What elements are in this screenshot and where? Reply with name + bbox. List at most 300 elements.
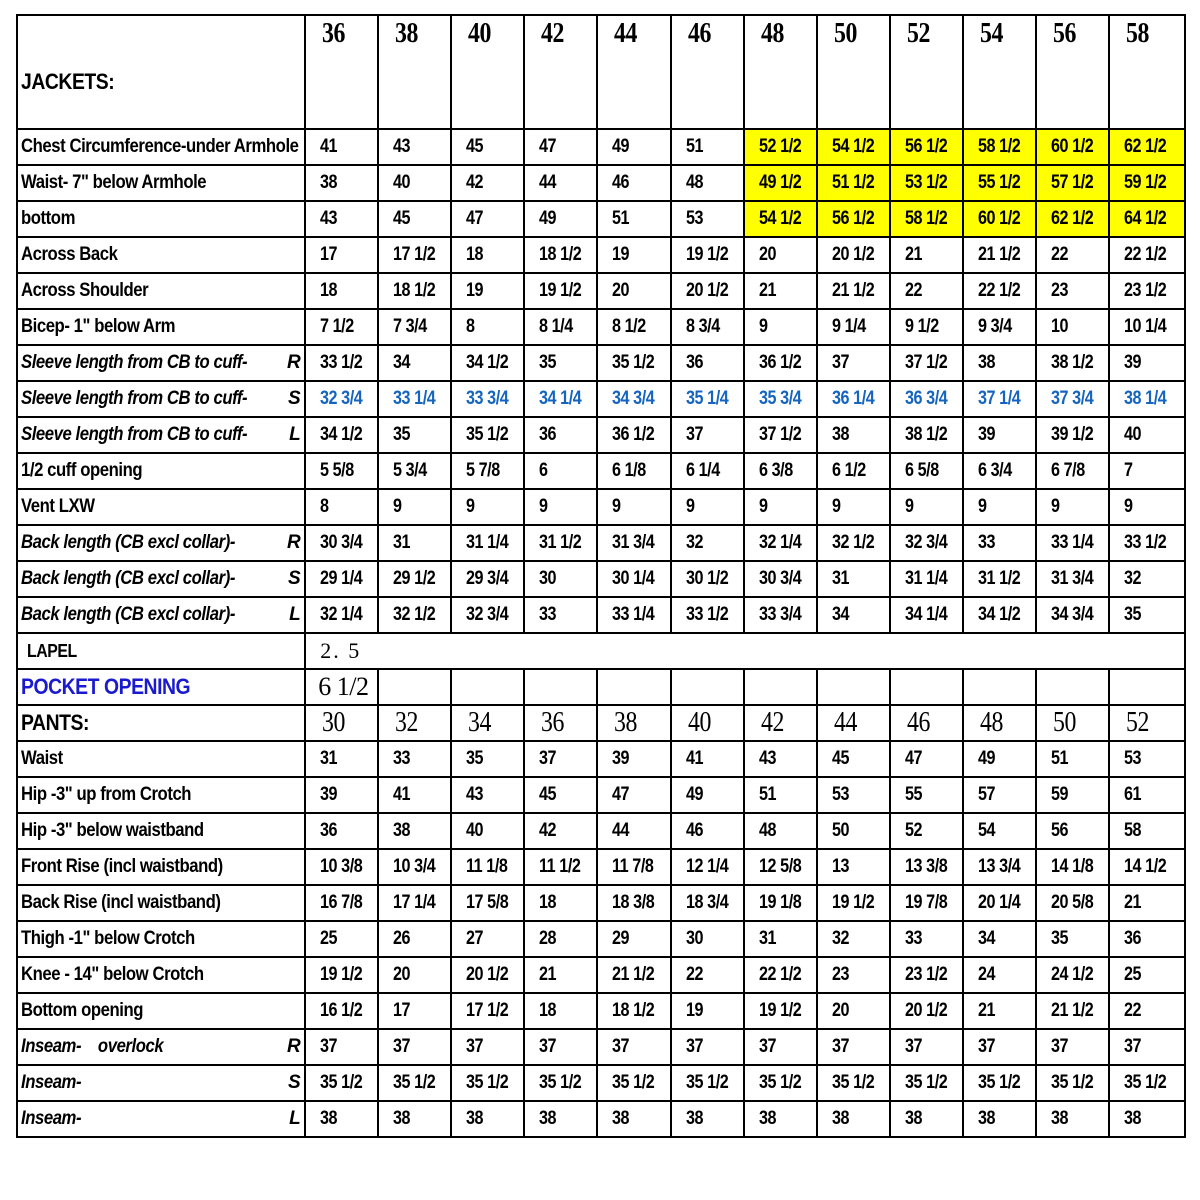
jacket-measure-row <box>17 453 1185 489</box>
pants-measure-value <box>744 849 817 885</box>
pants-measure-value <box>451 741 524 777</box>
pants-measure-label-cell <box>17 741 305 777</box>
pants-measure-value <box>597 993 670 1029</box>
measure-value-text: 19 <box>612 244 630 265</box>
measure-value-text: 8 3/4 <box>685 316 720 337</box>
pants-measure-label: Knee - 14" below Crotch <box>21 964 204 985</box>
measure-value-text: 26 <box>393 928 411 949</box>
pants-measure-value <box>1036 993 1109 1029</box>
measure-value-text: 35 1/2 <box>831 1072 875 1093</box>
pants-measure-value <box>890 921 963 957</box>
jacket-measure-label-cell <box>17 345 305 381</box>
pants-measure-value <box>524 813 597 849</box>
pants-measure-value <box>305 957 378 993</box>
pants-measure-value <box>744 813 817 849</box>
jacket-measure-value <box>305 489 378 525</box>
pants-measure-value <box>305 1065 378 1101</box>
measure-value-text: 43 <box>758 748 776 769</box>
lapel-empty-cell <box>744 633 817 669</box>
measure-value-text: 9 <box>977 496 987 517</box>
measure-value-text: 6 1/8 <box>612 460 647 481</box>
pants-measure-value <box>817 921 890 957</box>
jacket-measure-value <box>524 489 597 525</box>
pants-measure-value <box>378 885 451 921</box>
fit-suffix: R <box>287 532 301 553</box>
pants-size-header <box>890 705 963 741</box>
pants-measure-value <box>597 813 670 849</box>
jacket-measure-value <box>671 489 744 525</box>
measure-value-text: 16 7/8 <box>320 892 363 913</box>
jacket-measure-value <box>451 273 524 309</box>
pants-size-label: 30 <box>322 707 346 738</box>
measure-value-text: 62 1/2 <box>1050 208 1094 229</box>
pants-size-header <box>744 705 817 741</box>
pocket-empty-cell <box>451 669 524 705</box>
pants-measure-value <box>597 1101 670 1137</box>
measure-value-text: 36 1/2 <box>612 424 655 445</box>
pants-measure-value <box>744 1101 817 1137</box>
jacket-measure-label-cell <box>17 129 305 165</box>
measure-value-text: 5 3/4 <box>393 460 428 481</box>
pants-measure-value <box>597 777 670 813</box>
measure-value-text: 33 1/4 <box>612 604 655 625</box>
pants-measure-value <box>524 1101 597 1137</box>
jacket-measure-value <box>305 129 378 165</box>
measure-value-text: 18 3/4 <box>685 892 728 913</box>
measure-value-text: 34 3/4 <box>1050 604 1094 625</box>
jacket-measure-value <box>963 417 1036 453</box>
pants-measure-label: Bottom opening <box>21 1000 144 1021</box>
measure-value-text: 22 <box>685 964 703 985</box>
measure-value-text: 32 3/4 <box>466 604 509 625</box>
pants-measure-value <box>671 1029 744 1065</box>
measure-value-text: 28 <box>539 928 557 949</box>
pants-measure-label-cell <box>17 813 305 849</box>
measure-value-text: 37 <box>539 748 557 769</box>
measure-value-text: 36 <box>539 424 557 445</box>
jacket-measure-label: Bicep- 1" below Arm <box>21 316 176 337</box>
jacket-measure-label: Back length (CB excl collar)- <box>21 604 235 625</box>
jacket-measure-label-cell <box>17 165 305 201</box>
measure-value-text: 17 <box>393 1000 411 1021</box>
measure-value-text: 32 <box>1123 568 1142 589</box>
size-chart-table <box>16 14 1186 1138</box>
pants-measure-value <box>378 993 451 1029</box>
fit-suffix: R <box>287 352 301 373</box>
pants-measure-value <box>890 885 963 921</box>
pants-measure-label: Hip -3" below waistband <box>21 820 204 841</box>
pants-measure-value <box>597 921 670 957</box>
pocket-empty-cell <box>1109 669 1185 705</box>
jacket-measure-value <box>451 417 524 453</box>
measure-value-text: 40 <box>393 172 411 193</box>
jacket-measure-value <box>817 525 890 561</box>
measure-value-text: 30 1/2 <box>685 568 728 589</box>
measure-value-text: 9 <box>466 496 475 517</box>
measure-value-text: 9 <box>539 496 548 517</box>
measure-value-text: 37 <box>977 1036 995 1057</box>
jacket-measure-value <box>378 237 451 273</box>
jacket-measure-value <box>744 165 817 201</box>
pants-measure-label-cell <box>17 849 305 885</box>
measure-value-text: 23 <box>831 964 849 985</box>
measure-value-text: 20 <box>758 244 776 265</box>
measure-value-text: 36 <box>320 820 338 841</box>
pants-measure-value <box>1036 1029 1109 1065</box>
measure-value-text: 37 <box>904 1036 922 1057</box>
jacket-size-label: 46 <box>687 18 711 49</box>
pants-measure-value <box>1036 1101 1109 1137</box>
pants-measure-row <box>17 813 1185 849</box>
pants-size-label: 38 <box>614 707 638 738</box>
jacket-measure-value <box>890 561 963 597</box>
jacket-measure-value <box>597 453 670 489</box>
measure-value-text: 29 1/4 <box>320 568 363 589</box>
measure-value-text: 13 3/4 <box>977 856 1021 877</box>
pants-measure-value <box>1109 1029 1185 1065</box>
pants-size-header <box>817 705 890 741</box>
measure-value-text: 23 1/2 <box>1123 280 1167 301</box>
fit-suffix: L <box>289 1108 301 1129</box>
pocket-empty-cell <box>1036 669 1109 705</box>
pants-measure-label: Waist <box>21 748 63 769</box>
measure-value-text: 55 1/2 <box>977 172 1021 193</box>
jacket-measure-value <box>744 309 817 345</box>
pants-measure-value <box>305 777 378 813</box>
size-chart-body <box>17 15 1185 1137</box>
jacket-measure-value <box>597 201 670 237</box>
measure-value-text: 48 <box>685 172 703 193</box>
measure-value-text: 44 <box>612 820 630 841</box>
pants-measure-value <box>1109 849 1185 885</box>
jacket-measure-label: Back length (CB excl collar)- <box>21 532 235 553</box>
jacket-measure-row <box>17 165 1185 201</box>
measure-value-text: 30 <box>685 928 703 949</box>
pants-measure-row <box>17 921 1185 957</box>
pants-measure-value <box>1036 1065 1109 1101</box>
measure-value-text: 31 <box>320 748 338 769</box>
measure-value-text: 20 <box>393 964 411 985</box>
measure-value-text: 11 7/8 <box>612 856 654 877</box>
jacket-measure-value <box>597 597 670 633</box>
pocket-empty-cell <box>597 669 670 705</box>
pants-measure-value <box>378 1101 451 1137</box>
pants-measure-row <box>17 741 1185 777</box>
jacket-measure-value <box>524 453 597 489</box>
jacket-measure-value <box>305 273 378 309</box>
jacket-measure-value <box>1109 237 1185 273</box>
pants-measure-value <box>890 993 963 1029</box>
pocket-empty-cell <box>524 669 597 705</box>
measure-value-text: 10 1/4 <box>1123 316 1167 337</box>
jacket-measure-value <box>597 273 670 309</box>
measure-value-text: 51 <box>1050 748 1068 769</box>
pants-measure-value <box>451 957 524 993</box>
pants-measure-value <box>1109 1065 1185 1101</box>
measure-value-text: 19 1/8 <box>758 892 801 913</box>
measure-value-text: 61 <box>1123 784 1142 805</box>
measure-value-text: 37 <box>612 1036 630 1057</box>
measure-value-text: 34 1/4 <box>539 388 582 409</box>
measure-value-text: 49 <box>685 784 703 805</box>
jacket-measure-value <box>378 129 451 165</box>
measure-value-text: 37 <box>466 1036 484 1057</box>
jacket-measure-label: Across Back <box>21 244 118 265</box>
jacket-measure-row <box>17 561 1185 597</box>
pants-measure-value <box>524 1029 597 1065</box>
jacket-measure-value <box>963 597 1036 633</box>
measure-value-text: 37 <box>393 1036 411 1057</box>
jacket-measure-value <box>671 345 744 381</box>
measure-value-text: 57 <box>977 784 995 805</box>
measure-value-text: 45 <box>539 784 557 805</box>
pants-measure-value <box>963 993 1036 1029</box>
jacket-measure-value <box>744 417 817 453</box>
measure-value-text: 37 <box>831 1036 849 1057</box>
measure-value-text: 47 <box>904 748 922 769</box>
measure-value-text: 6 <box>539 460 548 481</box>
pants-measure-value <box>597 885 670 921</box>
pants-measure-row <box>17 1101 1185 1137</box>
measure-value-text: 37 <box>685 1036 703 1057</box>
measure-value-text: 8 1/2 <box>612 316 647 337</box>
pants-measure-label: Thigh -1" below Crotch <box>21 928 195 949</box>
pants-measure-row <box>17 885 1185 921</box>
measure-value-text: 58 1/2 <box>904 208 948 229</box>
pants-measure-value <box>1036 885 1109 921</box>
jacket-measure-value <box>817 165 890 201</box>
pants-measure-label-cell <box>17 957 305 993</box>
measure-value-text: 37 <box>831 352 849 373</box>
measure-value-text: 21 1/2 <box>1050 1000 1094 1021</box>
measure-value-text: 31 3/4 <box>612 532 655 553</box>
jacket-measure-value <box>817 309 890 345</box>
measure-value-text: 39 <box>977 424 995 445</box>
measure-value-text: 22 1/2 <box>977 280 1021 301</box>
jacket-measure-value <box>1109 525 1185 561</box>
pants-measure-value <box>378 921 451 957</box>
jacket-measure-value <box>817 561 890 597</box>
measure-value-text: 8 <box>320 496 329 517</box>
measure-value-text: 54 1/2 <box>758 208 801 229</box>
pants-measure-value <box>524 849 597 885</box>
jacket-measure-value <box>1109 381 1185 417</box>
measure-value-text: 8 1/4 <box>539 316 574 337</box>
pants-measure-value <box>671 1065 744 1101</box>
jacket-measure-value <box>524 597 597 633</box>
jacket-measure-label-cell <box>17 237 305 273</box>
pants-measure-value <box>524 777 597 813</box>
jacket-measure-value <box>597 417 670 453</box>
measure-value-text: 37 3/4 <box>1050 388 1094 409</box>
measure-value-text: 48 <box>758 820 776 841</box>
measure-value-text: 22 1/2 <box>758 964 801 985</box>
lapel-empty-cell <box>378 633 451 669</box>
measure-value-text: 6 3/8 <box>758 460 793 481</box>
measure-value-text: 35 <box>539 352 557 373</box>
jacket-measure-value <box>1036 489 1109 525</box>
jacket-measure-value <box>305 453 378 489</box>
pants-measure-value <box>1036 957 1109 993</box>
jacket-measure-value <box>744 381 817 417</box>
measure-value-text: 34 <box>831 604 849 625</box>
pants-measure-value <box>817 777 890 813</box>
measure-value-text: 35 1/4 <box>685 388 728 409</box>
jacket-measure-value <box>524 237 597 273</box>
measure-value-text: 39 1/2 <box>1050 424 1094 445</box>
pants-measure-value <box>1036 777 1109 813</box>
pants-title: PANTS: <box>21 710 89 735</box>
measure-value-text: 9 <box>904 496 914 517</box>
measure-value-text: 32 1/2 <box>393 604 436 625</box>
pants-measure-row <box>17 957 1185 993</box>
measure-value-text: 36 <box>1123 928 1142 949</box>
measure-value-text: 19 1/2 <box>685 244 728 265</box>
jacket-measure-value <box>890 417 963 453</box>
measure-value-text: 34 1/4 <box>904 604 948 625</box>
measure-value-text: 38 <box>685 1108 703 1129</box>
measure-value-text: 5 5/8 <box>320 460 355 481</box>
measure-value-text: 17 5/8 <box>466 892 509 913</box>
measure-value-text: 32 1/4 <box>758 532 801 553</box>
jacket-measure-value <box>1109 417 1185 453</box>
pants-measure-value <box>597 1065 670 1101</box>
measure-value-text: 35 <box>393 424 411 445</box>
measure-value-text: 31 1/2 <box>539 532 582 553</box>
measure-value-text: 37 <box>1123 1036 1142 1057</box>
jacket-measure-value <box>451 561 524 597</box>
jacket-measure-value <box>1109 273 1185 309</box>
pants-measure-value <box>305 1029 378 1065</box>
jacket-measure-value <box>671 237 744 273</box>
jacket-measure-value <box>597 309 670 345</box>
measure-value-text: 43 <box>466 784 484 805</box>
measure-value-text: 31 <box>831 568 849 589</box>
measure-value-text: 20 <box>612 280 630 301</box>
measure-value-text: 7 1/2 <box>320 316 355 337</box>
measure-value-text: 37 <box>539 1036 557 1057</box>
jacket-measure-label: Back length (CB excl collar)- <box>21 568 235 589</box>
jacket-measure-value <box>963 273 1036 309</box>
measure-value-text: 38 <box>977 1108 995 1129</box>
jacket-measure-value <box>817 345 890 381</box>
measure-value-text: 37 <box>1050 1036 1068 1057</box>
measure-value-text: 59 1/2 <box>1123 172 1167 193</box>
jacket-size-label: 56 <box>1052 18 1076 49</box>
pocket-empty-cell <box>378 669 451 705</box>
jacket-measure-value <box>744 525 817 561</box>
jacket-measure-label: Waist- 7" below Armhole <box>21 172 207 193</box>
measure-value-text: 58 <box>1123 820 1142 841</box>
jacket-measure-value <box>451 345 524 381</box>
measure-value-text: 33 1/4 <box>1050 532 1094 553</box>
lapel-empty-cell <box>524 633 597 669</box>
pocket-empty-cell <box>963 669 1036 705</box>
measure-value-text: 41 <box>393 784 411 805</box>
measure-value-text: 6 1/4 <box>685 460 720 481</box>
pants-size-label: 40 <box>687 707 711 738</box>
jacket-measure-value <box>671 597 744 633</box>
jacket-measure-value <box>1036 129 1109 165</box>
measure-value-text: 35 1/2 <box>466 424 509 445</box>
pants-measure-value <box>305 885 378 921</box>
measure-value-text: 32 3/4 <box>904 532 948 553</box>
measure-value-text: 42 <box>539 820 557 841</box>
jacket-measure-value <box>1036 597 1109 633</box>
pants-measure-value <box>671 993 744 1029</box>
measure-value-text: 22 1/2 <box>1123 244 1167 265</box>
jacket-measure-row <box>17 381 1185 417</box>
lapel-empty-cell <box>671 633 744 669</box>
measure-value-text: 9 <box>1050 496 1060 517</box>
jacket-size-label: 40 <box>468 18 492 49</box>
jacket-measure-value <box>1109 129 1185 165</box>
pants-measure-value <box>597 1029 670 1065</box>
jacket-measure-value <box>890 273 963 309</box>
pants-size-header <box>1036 705 1109 741</box>
pants-measure-label-cell <box>17 1101 305 1137</box>
measure-value-text: 9 1/2 <box>904 316 939 337</box>
measure-value-text: 49 <box>539 208 557 229</box>
pants-measure-value <box>671 813 744 849</box>
pocket-empty-cell <box>744 669 817 705</box>
measure-value-text: 35 1/2 <box>539 1072 582 1093</box>
measure-value-text: 30 3/4 <box>320 532 363 553</box>
jacket-measure-value <box>890 489 963 525</box>
pants-measure-value <box>1036 921 1109 957</box>
measure-value-text: 10 <box>1050 316 1068 337</box>
measure-value-text: 59 <box>1050 784 1068 805</box>
measure-value-text: 50 <box>831 820 849 841</box>
pants-measure-value <box>378 1065 451 1101</box>
measure-value-text: 36 <box>685 352 703 373</box>
pants-measure-value <box>524 957 597 993</box>
measure-value-text: 17 1/2 <box>466 1000 509 1021</box>
jacket-measure-value <box>1036 309 1109 345</box>
jacket-measure-value <box>890 597 963 633</box>
pants-measure-value <box>451 1101 524 1137</box>
pants-measure-label-cell <box>17 1029 305 1065</box>
jacket-measure-value <box>1036 237 1109 273</box>
pants-size-label: 36 <box>541 707 565 738</box>
jacket-measure-value <box>378 489 451 525</box>
jacket-size-header <box>524 15 597 129</box>
jacket-measure-value <box>305 201 378 237</box>
measure-value-text: 21 1/2 <box>612 964 655 985</box>
jacket-measure-value <box>671 309 744 345</box>
jacket-measure-value <box>1109 597 1185 633</box>
pants-measure-value <box>671 921 744 957</box>
measure-value-text: 43 <box>320 208 338 229</box>
measure-value-text: 38 1/4 <box>1123 388 1167 409</box>
jacket-measure-value <box>378 201 451 237</box>
measure-value-text: 38 <box>831 424 849 445</box>
measure-value-text: 36 3/4 <box>904 388 948 409</box>
measure-value-text: 33 3/4 <box>466 388 509 409</box>
measure-value-text: 47 <box>539 136 557 157</box>
jacket-measure-value <box>524 381 597 417</box>
measure-value-text: 21 1/2 <box>977 244 1021 265</box>
measure-value-text: 9 <box>685 496 695 517</box>
jacket-measure-label-cell <box>17 489 305 525</box>
measure-value-text: 35 1/2 <box>1050 1072 1094 1093</box>
jacket-measure-value <box>305 525 378 561</box>
jacket-measure-label: Across Shoulder <box>21 280 149 301</box>
pants-measure-value <box>817 885 890 921</box>
jacket-measure-row <box>17 201 1185 237</box>
pants-measure-value <box>378 741 451 777</box>
jacket-measure-value <box>305 165 378 201</box>
